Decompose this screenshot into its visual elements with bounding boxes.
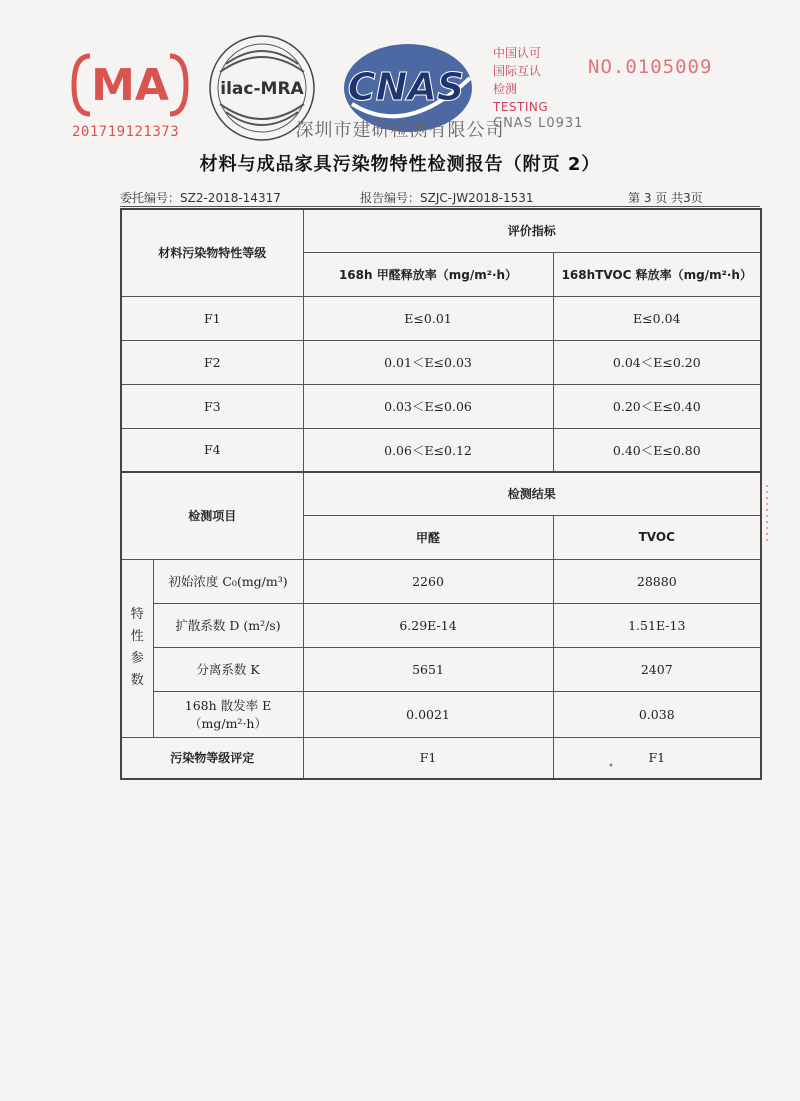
tvoc-header: TVOC (553, 515, 761, 559)
tvoc-range-cell: 0.04＜E≤0.20 (553, 340, 761, 384)
grade-header: 材料污染物特性等级 (121, 209, 303, 296)
cn-line-2: 国际互认 (493, 64, 542, 78)
cma-number: 201719121373 (72, 124, 180, 140)
report-serial-number: NO.0105009 (588, 56, 713, 78)
grade-row (121, 340, 761, 384)
tvoc-range-cell: 0.40＜E≤0.80 (553, 428, 761, 472)
vertical-char: 数 (130, 673, 144, 688)
test-item-header: 检测项目 (121, 472, 303, 559)
test-report-table (120, 208, 762, 780)
formaldehyde-range-cell: 0.03＜E≤0.06 (303, 384, 553, 428)
cma-logo-text: MA (91, 60, 169, 111)
tvoc-range-cell: 0.20＜E≤0.40 (553, 384, 761, 428)
tvoc-value-cell: 1.51E-13 (553, 603, 761, 647)
param-cell: 初始浓度 C₀(mg/m³) (153, 559, 303, 603)
tvoc-value-cell: 0.038 (553, 691, 761, 737)
formaldehyde-grade-cell: F1 (303, 737, 553, 779)
meta-divider (120, 206, 760, 207)
formaldehyde-value-cell: 2260 (303, 559, 553, 603)
report-title: 材料与成品家具污染物特性检测报告（附页 2） (199, 154, 601, 175)
param-cell: 分离系数 K (153, 647, 303, 691)
formaldehyde-value-cell: 0.0021 (303, 691, 553, 737)
param-cell: 扩散系数 D (m²/s) (153, 603, 303, 647)
cnas-text: CNAS (347, 65, 465, 109)
pollutant-grade-label: 污染物等级评定 (121, 737, 303, 779)
formaldehyde-header: 甲醛 (303, 515, 553, 559)
grade-cell: F3 (121, 384, 303, 428)
result-row (121, 559, 761, 603)
param-name: 168h 散发率 E (184, 698, 272, 713)
cma-logo (70, 52, 190, 118)
grade-cell: F1 (121, 296, 303, 340)
tvoc-rate-header: 168hTVOC 释放率（mg/m²·h） (553, 252, 761, 296)
grade-cell: F2 (121, 340, 303, 384)
page-info: 第 3 页 共3页 (628, 191, 703, 205)
vertical-char: 特 (130, 607, 144, 622)
vertical-char: 参 (130, 651, 144, 666)
report-code: 报告编号：SZJC-JW2018-1531 (360, 191, 534, 205)
cn-line-3: 检测 (493, 82, 518, 96)
result-row (121, 647, 761, 691)
grade-row (121, 296, 761, 340)
cnas-certification-text (493, 44, 548, 116)
tvoc-value-cell: 28880 (553, 559, 761, 603)
formaldehyde-range-cell: 0.01＜E≤0.03 (303, 340, 553, 384)
formaldehyde-range-cell: 0.06＜E≤0.12 (303, 428, 553, 472)
grade-cell: F4 (121, 428, 303, 472)
tvoc-grade-cell: F1 (553, 737, 761, 779)
ink-spot (608, 762, 614, 768)
grade-row (121, 384, 761, 428)
formaldehyde-range-cell: E≤0.01 (303, 296, 553, 340)
tvoc-range-cell: E≤0.04 (553, 296, 761, 340)
param-cell (153, 691, 303, 737)
cnas-number: CNAS L0931 (493, 116, 584, 131)
grade-row (121, 428, 761, 472)
ilac-text: ilac-MRA (220, 79, 304, 99)
binding-marks (765, 485, 769, 545)
characteristic-parameters-label (121, 559, 153, 737)
formaldehyde-rate-header: 168h 甲醛释放率（mg/m²·h） (303, 252, 553, 296)
result-row (121, 691, 761, 737)
report-meta-row (120, 189, 760, 207)
result-row (121, 603, 761, 647)
formaldehyde-value-cell: 6.29E-14 (303, 603, 553, 647)
testing-label: TESTING (493, 100, 549, 114)
param-unit: （mg/m²·h） (189, 716, 267, 731)
entrust-number: 委托编号：SZ2-2018-14317 (120, 191, 281, 205)
vertical-char: 性 (130, 629, 144, 644)
tvoc-value-cell: 2407 (553, 647, 761, 691)
pollutant-grade-row (121, 737, 761, 779)
company-name: 深圳市建研检测有限公司 (295, 120, 505, 141)
test-result-header: 检测结果 (303, 472, 761, 515)
formaldehyde-value-cell: 5651 (303, 647, 553, 691)
evaluation-index-header: 评价指标 (303, 209, 761, 252)
cn-line-1: 中国认可 (493, 46, 542, 60)
